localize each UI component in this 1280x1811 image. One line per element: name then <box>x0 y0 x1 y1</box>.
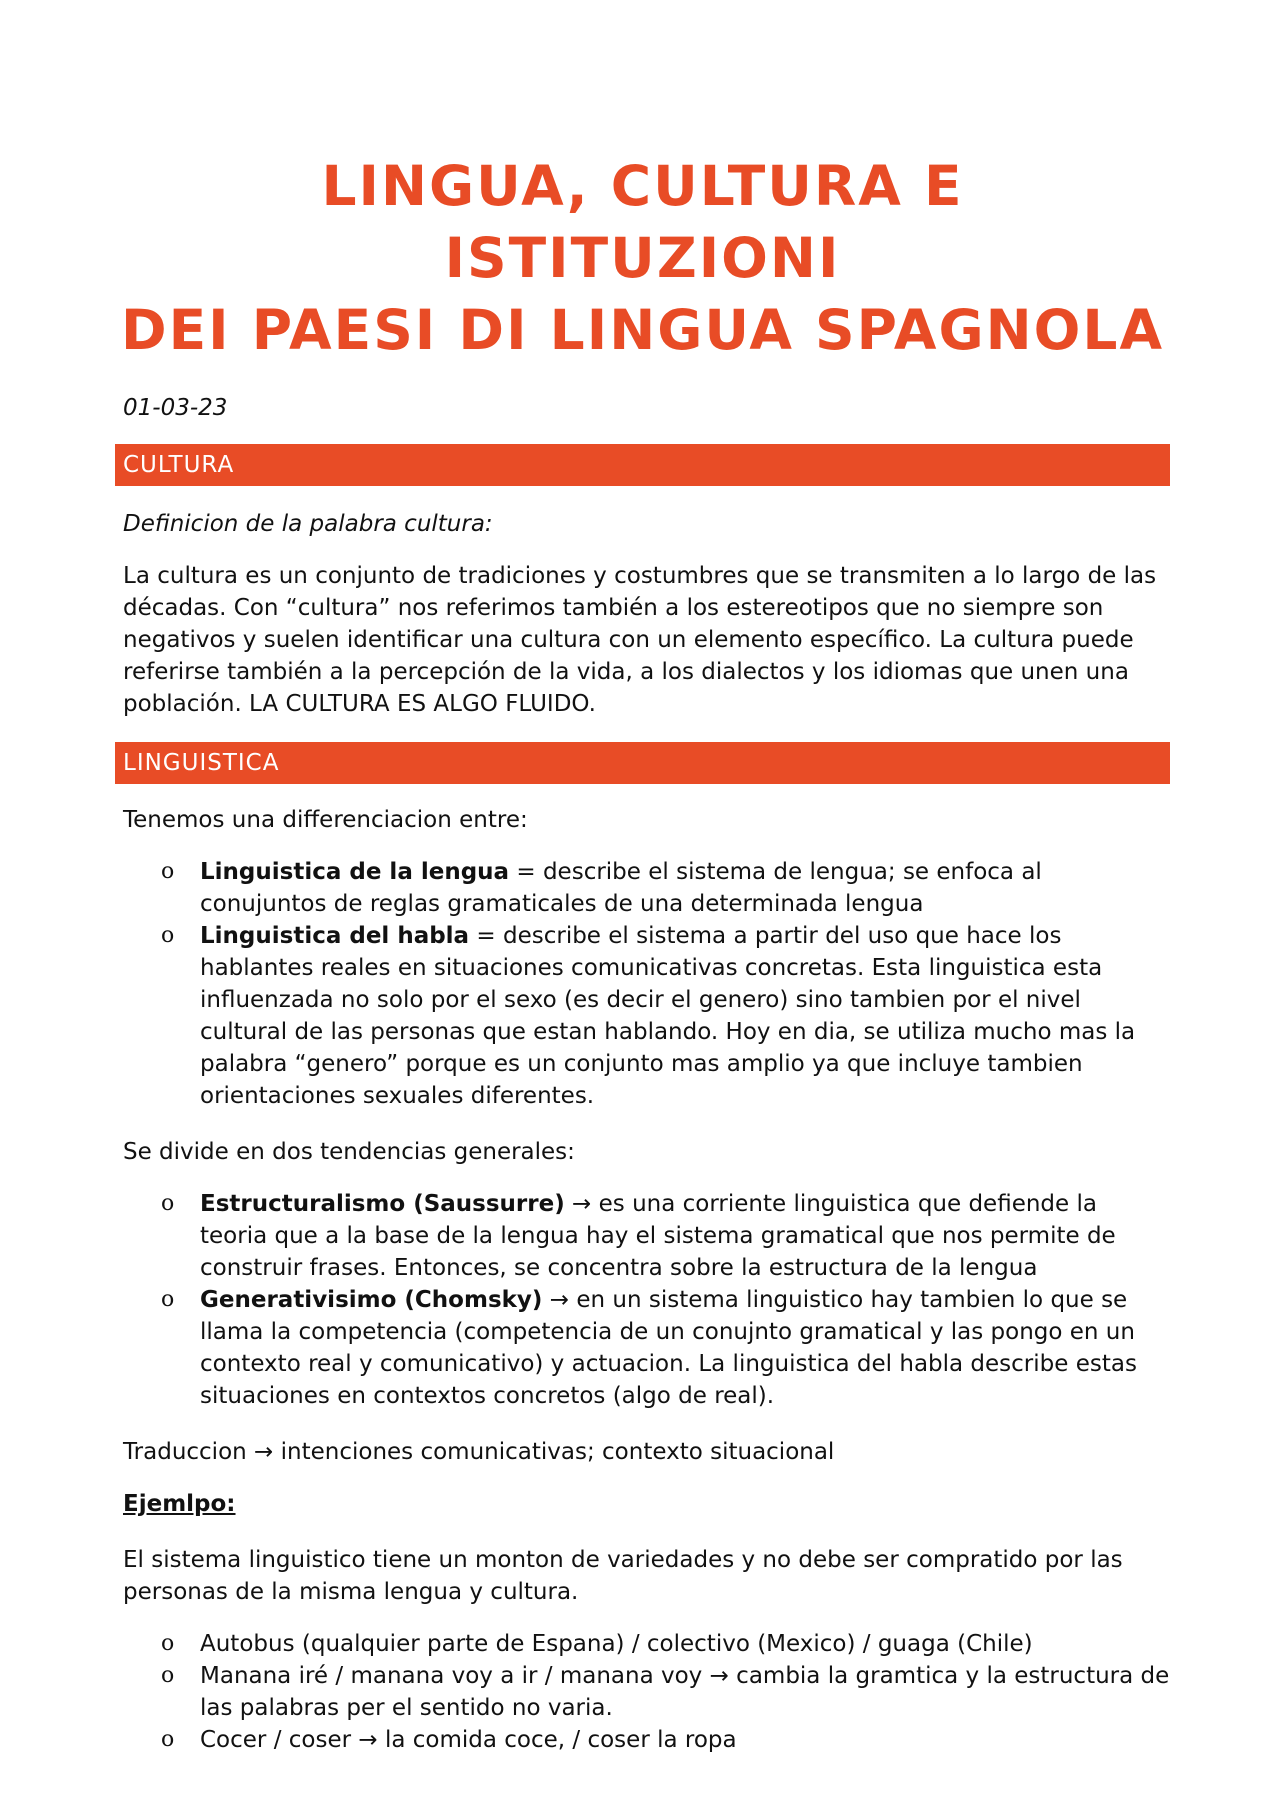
document-title <box>115 150 1170 366</box>
list-text: → es una corriente linguistica que defiende la teoria que a la base de la lengua hay el sistema gramatical que nos permite de construir frases. Entonces, se concentra sobre la estructura de la lengua <box>200 1191 1116 1281</box>
tendencias-list <box>115 1188 1170 1412</box>
example-list <box>115 1628 1170 1756</box>
traduccion-line: Traduccion → intenciones comunicativas; contexto situacional <box>123 1439 835 1465</box>
list-text: Autobus (qualquier parte de Espana) / colectivo (Mexico) / guaga (Chile) <box>200 1631 1033 1657</box>
list-term: Estructuralismo (Saussurre) <box>200 1191 565 1217</box>
cultura-paragraph: La cultura es un conjunto de tradiciones y costumbres que se transmiten a lo largo de las décadas. Con “cultura” nos referimos también a los estereotipos que no siempre son negativos y suelen identificar una cultura con un elemento específico. La cultura puede referirse también a la percepción de la vida, a los dialectos y los idiomas que unen una población. LA CULTURA ES ALGO FLUIDO. <box>123 563 1157 717</box>
example-label: Ejemlpo: <box>123 1491 236 1517</box>
list-text: Cocer / coser → la comida coce, / coser la ropa <box>200 1727 737 1753</box>
linguistica-list <box>115 856 1170 1112</box>
bullet-marker: o <box>161 1287 175 1312</box>
list-item <box>115 856 1170 920</box>
list-text: → en un sistema linguistico hay tambien lo que se llama la competencia (competencia de un conujnto gramatical y las pongo en un contexto real y comunicativo) y actuacion. La linguistica del habla describe estas situaciones en contextos concretos (algo de real). <box>200 1287 1137 1409</box>
bullet-marker: o <box>161 923 175 948</box>
list-term: Generativisimo (Chomsky) <box>200 1287 543 1313</box>
example-paragraph: El sistema linguistico tiene un monton de variedades y no debe ser compratido por las personas de la misma lengua y cultura. <box>123 1547 1123 1605</box>
list-term: Linguistica del habla <box>200 923 470 949</box>
title-line-1: LINGUA, CULTURA E ISTITUZIONI <box>321 154 964 290</box>
list-item <box>115 1724 1170 1756</box>
title-line-2: DEI PAESI DI LINGUA SPAGNOLA <box>120 298 1165 362</box>
list-text: Manana iré / manana voy a ir / manana voy → cambia la gramtica y la estructura de las palabras per el sentido no varia. <box>200 1663 1170 1721</box>
list-item <box>115 1284 1170 1412</box>
document-date: 01-03-23 <box>123 395 228 421</box>
list-item <box>115 1188 1170 1284</box>
section-heading-cultura: CULTURA <box>115 444 1170 486</box>
document-content <box>115 150 1170 1756</box>
bullet-marker: o <box>161 1663 175 1688</box>
list-text: = describe el sistema a partir del uso que hace los hablantes reales en situaciones comunicativas concretas. Esta linguistica esta influenzada no solo por el sexo (es decir el genero) sino tambien por el nivel cultural de las personas que estan hablando. Hoy en dia, se utiliza mucho mas la palabra “genero” porque es un conjunto mas amplio ya que incluye tambien orientaciones sexuales diferentes. <box>200 923 1136 1109</box>
bullet-marker: o <box>161 1631 175 1656</box>
list-item <box>115 1660 1170 1724</box>
section-heading-linguistica: LINGUISTICA <box>115 742 1170 784</box>
linguistica-intro: Tenemos una differenciacion entre: <box>123 807 528 833</box>
list-item <box>115 1628 1170 1660</box>
bullet-marker: o <box>161 1191 175 1216</box>
list-term: Linguistica de la lengua <box>200 859 510 885</box>
list-text: = describe el sistema de lengua; se enfoca al conujuntos de reglas gramaticales de una determinada lengua <box>200 859 1042 917</box>
bullet-marker: o <box>161 859 175 884</box>
bullet-marker: o <box>161 1727 175 1752</box>
definition-label: Definicion de la palabra cultura: <box>123 511 493 537</box>
list-item <box>115 920 1170 1112</box>
divide-intro: Se divide en dos tendencias generales: <box>123 1139 575 1165</box>
